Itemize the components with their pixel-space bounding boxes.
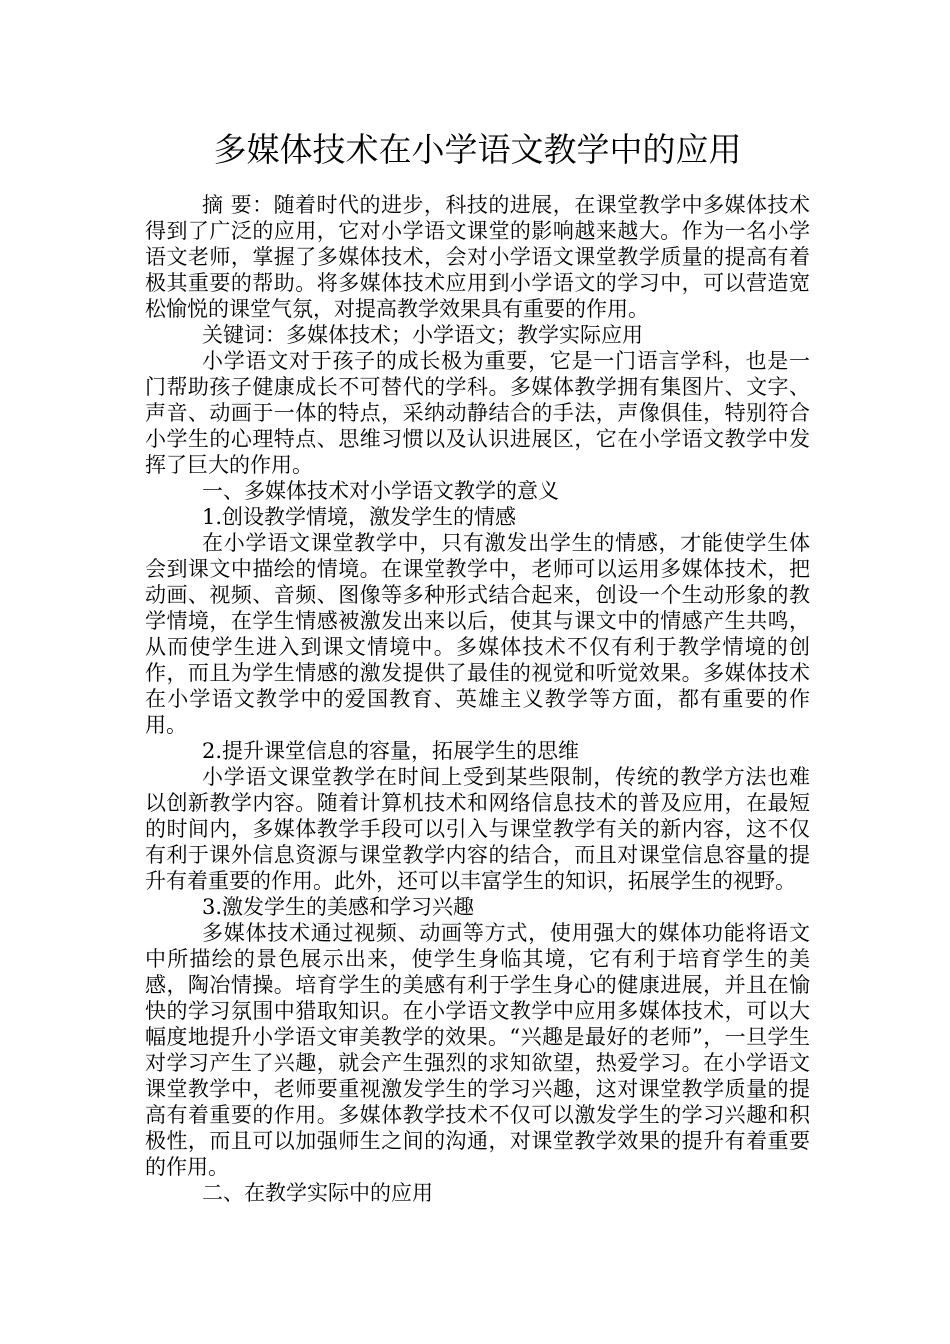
body-paragraph-1-3: 多媒体技术通过视频、动画等方式，使用强大的媒体功能将语文中所描绘的景色展示出来，使学生身临其境，它有利于培育学生的美感，陶冶情操。培育学生的美感有利于学生身心的健康进展，并且在愉快的学习氛围中猎取知识。在小学语文教学中应用多媒体技术，可以大幅度地提升小学语文审美教学的效果。“兴趣是最好的老师”，一旦学生对学习产生了兴趣，就会产生强烈的求知欲望，热爱学习。在小学语文课堂教学中，老师要重视激发学生的学习兴趣，这对课堂教学质量的提高有着重要的作用。多媒体教学技术不仅可以激发学生的学习兴趣和积极性，而且可以加强师生之间的沟通，对课堂教学效果的提升有着重要的作用。 [145,921,810,1179]
subheading-1-3: 3.激发学生的美感和学习兴趣 [202,895,475,919]
subheading-1-1: 1.创设教学情境，激发学生的情感 [202,505,517,529]
section-heading-2: 二、在教学实际中的应用 [202,1181,433,1205]
section-heading-1: 一、多媒体技术对小学语文教学的意义 [202,479,559,503]
keywords-line: 关键词：多媒体技术；小学语文；教学实际应用 [202,323,643,347]
subheading-1-2: 2.提升课堂信息的容量，拓展学生的思维 [202,739,580,763]
intro-paragraph: 小学语文对于孩子的成长极为重要，它是一门语言学科，也是一门帮助孩子健康成长不可替代的学科。多媒体教学拥有集图片、文字、声音、动画于一体的特点，采纳动静结合的手法，声像俱佳，特别符合小学生的心理特点、思维习惯以及认识进展区，它在小学语文教学中发挥了巨大的作用。 [145,349,810,477]
body-paragraph-1-1: 在小学语文课堂教学中，只有激发出学生的情感，才能使学生体会到课文中描绘的情境。在课堂教学中，老师可以运用多媒体技术，把动画、视频、音频、图像等多种形式结合起来，创设一个生动形象的教学情境，在学生情感被激发出来以后，使其与课文中的情感产生共鸣，从而使学生进入到课文情境中。多媒体技术不仅有利于教学情境的创作，而且为学生情感的激发提供了最佳的视觉和听觉效果。多媒体技术在小学语文教学中的爱国教育、英雄主义教学等方面，都有重要的作用。 [145,531,810,737]
document-page [145,128,810,1206]
document-title: 多媒体技术在小学语文教学中的应用 [213,130,742,169]
abstract-paragraph: 摘 要：随着时代的进步，科技的进展，在课堂教学中多媒体技术得到了广泛的应用，它对小学语文课堂的影响越来越大。作为一名小学语文老师，掌握了多媒体技术，会对小学语文课堂教学质量的提高有着极其重要的帮助。将多媒体技术应用到小学语文的学习中，可以营造宽松愉悦的课堂气氛，对提高教学效果具有重要的作用。 [145,193,810,321]
body-paragraph-1-2: 小学语文课堂教学在时间上受到某些限制，传统的教学方法也难以创新教学内容。随着计算机技术和网络信息技术的普及应用，在最短的时间内，多媒体教学手段可以引入与课堂教学有关的新内容，这不仅有利于课外信息资源与课堂教学内容的结合，而且对课堂信息容量的提升有着重要的作用。此外，还可以丰富学生的知识，拓展学生的视野。 [145,765,810,893]
